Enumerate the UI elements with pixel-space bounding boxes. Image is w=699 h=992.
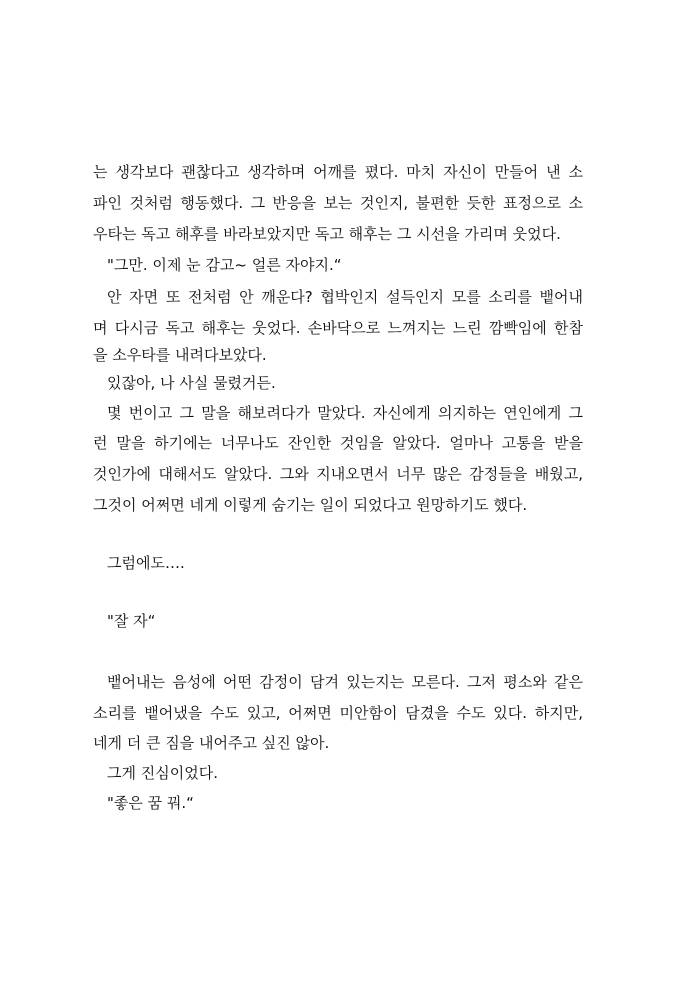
text-line: 그게 진심이었다. bbox=[107, 764, 218, 782]
text-line: 몇 번이고 그 말을 해보려다가 말았다. 자신에게 의지하는 연인에게 그 bbox=[107, 404, 583, 422]
text-line: 그것이 어쩌면 네게 이렇게 숨기는 일이 되었다고 원망하기도 했다. bbox=[93, 496, 528, 514]
text-line: 소리를 뱉어냈을 수도 있고, 어쩌면 미안함이 담겼을 수도 있다. 하지만, bbox=[93, 704, 583, 722]
text-line: 안 자면 또 전처럼 안 깨운다? 협박인지 설득인지 모를 소리를 뱉어내 bbox=[107, 288, 583, 306]
text-line: 있잖아, 나 사실 물렸거든. bbox=[107, 374, 276, 392]
text-line: 네게 더 큰 짐을 내어주고 싶진 않아. bbox=[93, 734, 330, 752]
text-line: 파인 것처럼 행동했다. 그 반응을 보는 것인지, 불편한 듯한 표정으로 소 bbox=[93, 194, 583, 212]
text-line: 그럼에도…. bbox=[107, 554, 185, 572]
dialogue-line: "좋은 꿈 꿔.“ bbox=[107, 794, 194, 812]
text-line: 며 다시금 독고 해후는 웃었다. 손바닥으로 느껴지는 느린 깜빡임에 한참 bbox=[93, 319, 583, 337]
text-line: 것인가에 대해서도 알았다. 그와 지내오면서 너무 많은 감정들을 배웠고, bbox=[93, 465, 583, 483]
dialogue-line: "잘 자“ bbox=[107, 612, 156, 630]
text-line: 뱉어내는 음성에 어떤 감정이 담겨 있는지는 모른다. 그저 평소와 같은 bbox=[107, 673, 583, 691]
text-line: 런 말을 하기에는 너무나도 잔인한 것임을 알았다. 얼마나 고통을 받을 bbox=[93, 434, 583, 452]
text-line: 을 소우타를 내려다보았다. bbox=[93, 346, 267, 364]
text-line: 는 생각보다 괜찮다고 생각하며 어깨를 폈다. 마치 자신이 만들어 낸 소 bbox=[93, 163, 583, 181]
dialogue-line: "그만. 이제 눈 감고~ 얼른 자야지.“ bbox=[107, 256, 342, 274]
text-line: 우타는 독고 해후를 바라보았지만 독고 해후는 그 시선을 가리며 웃었다. bbox=[93, 225, 561, 243]
